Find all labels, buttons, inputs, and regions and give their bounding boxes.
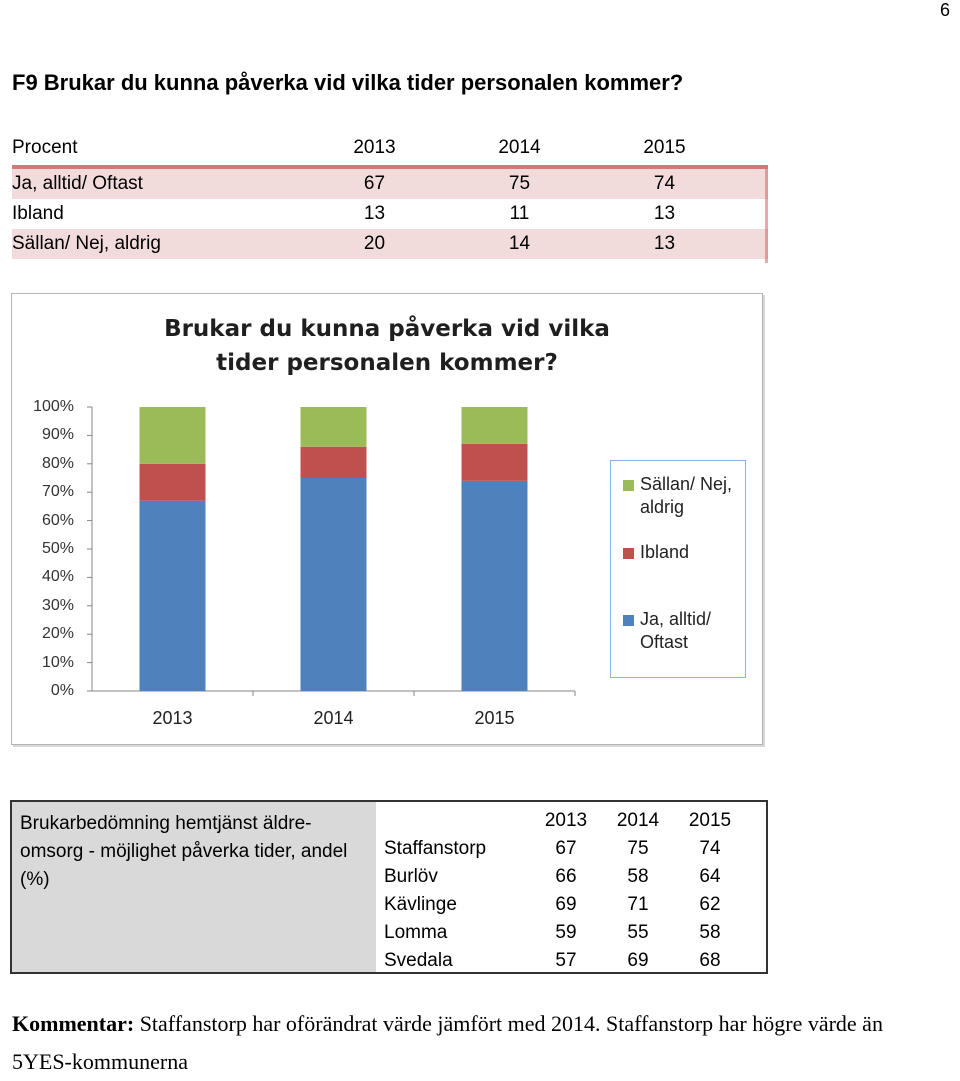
comparison-row (384, 863, 746, 891)
summary-cell: 20 (363, 233, 386, 254)
summary-cell: 13 (653, 203, 676, 224)
chart-container (11, 293, 763, 745)
y-tick-label: 40% (41, 568, 74, 586)
chart-legend (610, 460, 746, 678)
comparison-cell: 64 (699, 866, 721, 887)
comparison-cell: 75 (627, 838, 649, 859)
comparison-cell: 58 (627, 866, 649, 887)
comparison-values (376, 802, 766, 972)
comparison-cell: 67 (555, 838, 577, 859)
comparison-header-year: 2015 (688, 810, 732, 831)
summary-cell: 11 (509, 203, 530, 224)
summary-row (12, 199, 768, 229)
legend-label: Ja, alltid/ Oftast (640, 609, 712, 652)
legend-label: Ibland (640, 542, 690, 562)
y-tick-label: 100% (33, 398, 74, 415)
comparison-cell: 58 (699, 922, 721, 943)
comparison-row (384, 919, 746, 947)
y-tick-label: 60% (41, 511, 74, 529)
y-tick-label: 10% (41, 653, 74, 671)
legend-swatch (623, 548, 634, 559)
bar-segment (462, 407, 528, 444)
bar-segment (462, 444, 528, 481)
y-tick-label: 80% (41, 454, 74, 472)
bar-segment (140, 501, 206, 691)
comparison-cell: 74 (699, 838, 721, 859)
question-heading: F9 Brukar du kunna påverka vid vilka tider personalen kommer? (12, 70, 684, 95)
summary-header-year: 2015 (643, 137, 686, 158)
bar-segment (140, 464, 206, 501)
summary-header-year: 2014 (498, 137, 541, 158)
bar-segment (140, 407, 206, 464)
summary-row (12, 169, 768, 199)
comparison-row (384, 891, 746, 919)
y-tick-label: 20% (41, 625, 74, 643)
comment-text: Staffanstorp har oförändrat värde jämfört med 2014. Staffanstorp har högre värde än 5YES-kommunerna (12, 1011, 883, 1074)
legend-item-ja (623, 608, 740, 654)
comparison-row (384, 947, 746, 975)
legend-swatch (623, 480, 634, 491)
x-tick-label: 2013 (152, 708, 193, 728)
table-edge-line (765, 169, 768, 263)
summary-cell: 13 (653, 233, 676, 254)
summary-row (12, 229, 768, 259)
summary-cell: 14 (508, 233, 531, 254)
legend-label: Sällan/ Nej, aldrig (640, 474, 733, 517)
summary-row-label: Ja, alltid/ Oftast (12, 173, 143, 194)
comment-label: Kommentar: (12, 1011, 135, 1036)
comparison-cell: 55 (627, 922, 649, 943)
legend-item-ibland (623, 541, 740, 564)
y-tick-label: 90% (41, 426, 74, 444)
comparison-cell: 57 (555, 950, 577, 971)
summary-cell: 13 (363, 203, 386, 224)
comparison-cell: 68 (699, 950, 721, 971)
summary-table (12, 133, 768, 259)
summary-row-label: Ibland (12, 203, 64, 224)
summary-row-label: Sällan/ Nej, aldrig (12, 233, 161, 254)
x-tick-label: 2015 (474, 708, 515, 728)
comparison-cell: 69 (555, 894, 577, 915)
summary-cell: 75 (508, 173, 531, 194)
legend-item-sallan (623, 473, 740, 519)
legend-swatch (623, 615, 634, 626)
municipality-name: Lomma (384, 922, 448, 943)
comparison-row (384, 835, 746, 863)
comparison-header-year: 2014 (616, 810, 660, 831)
comparison-cell: 66 (555, 866, 577, 887)
summary-header-year: 2013 (353, 137, 396, 158)
y-tick-label: 70% (41, 483, 74, 501)
bar-segment (301, 407, 367, 447)
page-number: 6 (939, 0, 950, 20)
municipality-name: Svedala (384, 950, 453, 971)
comparison-cell: 59 (555, 922, 577, 943)
municipality-name: Burlöv (384, 866, 438, 887)
comparison-header-year: 2013 (544, 810, 588, 831)
comparison-header-row (384, 807, 746, 835)
municipality-name: Kävlinge (384, 894, 457, 915)
comparison-cell: 62 (699, 894, 721, 915)
comment-paragraph (12, 1005, 942, 1081)
comparison-description: Brukarbedömning hemtjänst äldre-omsorg - möjlighet påverka tider, andel (%) (20, 813, 348, 890)
chart-title: Brukar du kunna påverka vid vilka tider personalen kommer? (164, 316, 610, 376)
summary-header-label: Procent (12, 137, 78, 158)
municipality-name: Staffanstorp (384, 838, 487, 859)
y-tick-label: 50% (41, 540, 74, 557)
bar-segment (301, 447, 367, 478)
comparison-header-empty (384, 807, 530, 835)
comparison-cell: 71 (627, 894, 649, 915)
comparison-table (10, 800, 768, 974)
y-tick-label: 0% (50, 682, 74, 699)
bar-segment (301, 478, 367, 691)
comparison-description-cell (12, 802, 376, 972)
summary-header-row (12, 133, 768, 169)
summary-cell: 74 (653, 173, 676, 194)
bar-segment (462, 481, 528, 691)
x-tick-label: 2014 (313, 708, 354, 728)
y-tick-label: 30% (41, 596, 74, 614)
comparison-cell: 69 (627, 950, 649, 971)
summary-cell: 67 (363, 173, 386, 194)
